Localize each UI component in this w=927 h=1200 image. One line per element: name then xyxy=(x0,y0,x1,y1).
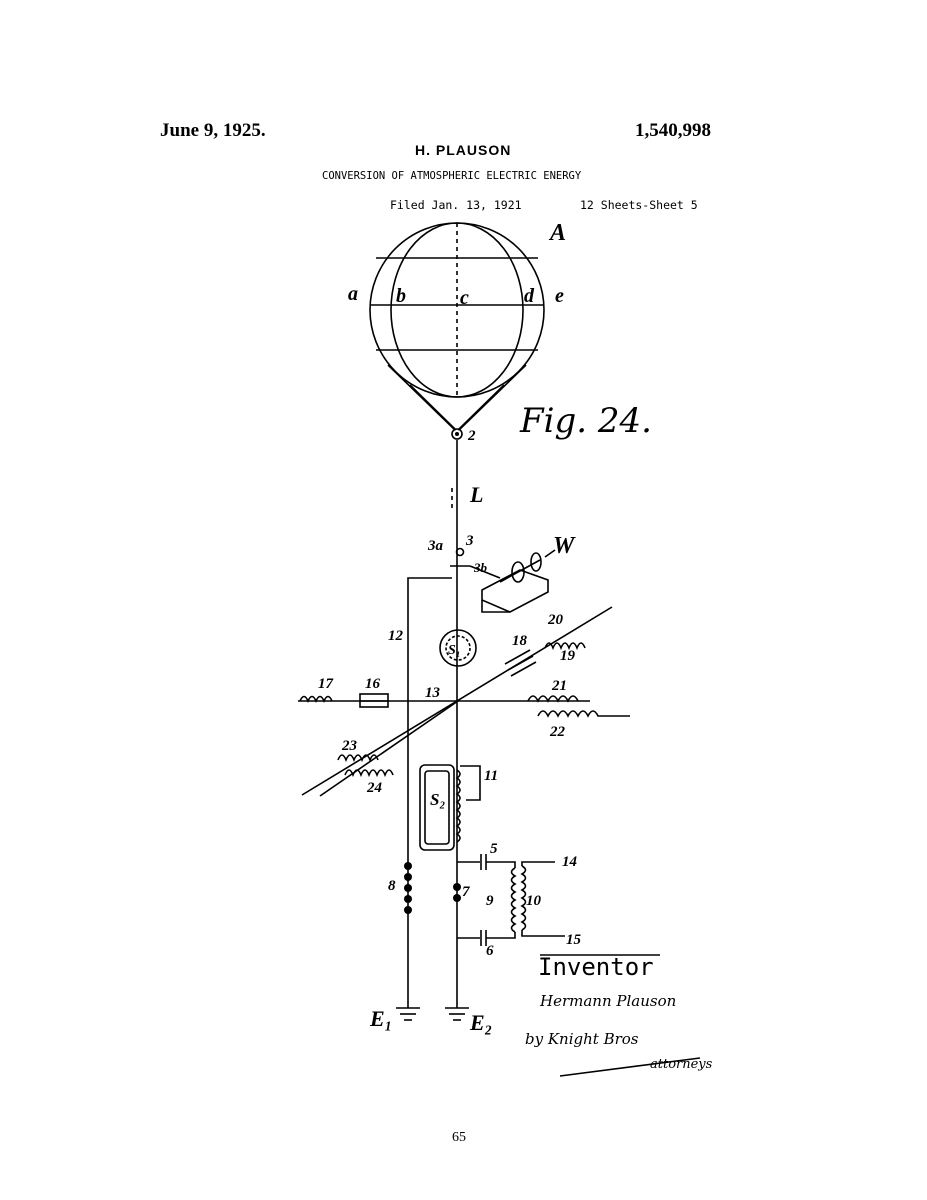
patent-date: June 9, 1925. xyxy=(160,120,266,141)
label-S2: S₂ xyxy=(430,790,446,809)
label-24: 24 xyxy=(367,780,382,796)
label-5: 5 xyxy=(490,841,498,857)
coil-S2 xyxy=(420,765,480,850)
label-20: 20 xyxy=(548,612,563,628)
label-14: 14 xyxy=(562,854,577,870)
signature-role: attorneys xyxy=(650,1057,713,1072)
label-12: 12 xyxy=(388,628,403,644)
coil-22 xyxy=(538,711,630,716)
coil-24 xyxy=(345,770,393,775)
label-e: e xyxy=(555,285,564,307)
signature-heading: Inventor xyxy=(538,953,654,981)
label-23: 23 xyxy=(342,738,357,754)
ground-E2 xyxy=(445,1008,469,1020)
signature-by-line: by Knight Bros xyxy=(525,1030,639,1048)
label-A: A xyxy=(550,220,567,246)
label-22: 22 xyxy=(550,724,565,740)
label-11: 11 xyxy=(484,768,499,784)
label-c: c xyxy=(460,287,469,309)
label-W: W xyxy=(553,533,575,559)
label-E2: E₂ xyxy=(470,1010,493,1035)
label-3: 3 xyxy=(466,533,474,549)
label-17: 17 xyxy=(318,676,333,692)
label-10: 10 xyxy=(526,893,541,909)
label-13: 13 xyxy=(425,685,440,701)
balloon xyxy=(370,223,544,439)
patent-number: 1,540,998 xyxy=(635,120,711,141)
sheet-info: 12 Sheets-Sheet 5 xyxy=(580,198,698,212)
resistor-8 xyxy=(404,862,412,914)
label-19: 19 xyxy=(560,648,575,664)
page-number: 65 xyxy=(452,1130,466,1145)
label-d: d xyxy=(524,285,534,307)
figure-caption: Fig. 24. xyxy=(520,401,652,441)
label-3b: 3b xyxy=(474,560,487,575)
label-3a: 3a xyxy=(428,538,443,554)
label-L: L xyxy=(470,482,484,507)
patent-title: CONVERSION OF ATMOSPHERIC ELECTRIC ENERGY xyxy=(322,170,582,182)
label-a: a xyxy=(348,283,358,305)
label-S1: S₁ xyxy=(448,643,461,658)
winch-W xyxy=(450,549,555,613)
ground-E1 xyxy=(396,1008,420,1020)
signature-inventor: Hermann Plauson xyxy=(540,992,677,1010)
label-2: 2 xyxy=(468,428,476,444)
label-b: b xyxy=(396,285,406,307)
label-8: 8 xyxy=(388,878,396,894)
label-6: 6 xyxy=(486,943,494,959)
label-9: 9 xyxy=(486,893,494,909)
label-7: 7 xyxy=(462,884,470,900)
spark-gap-18 xyxy=(505,650,536,676)
inventor-name: H. PLAUSON xyxy=(415,142,512,158)
label-18: 18 xyxy=(512,633,527,649)
transformer-9-10 xyxy=(457,854,565,946)
diagonal-wire-lower xyxy=(320,701,458,796)
label-E1: E₁ xyxy=(370,1006,393,1031)
filed-date: Filed Jan. 13, 1921 xyxy=(390,198,522,212)
label-15: 15 xyxy=(566,932,581,948)
label-16: 16 xyxy=(365,676,380,692)
label-21: 21 xyxy=(552,678,567,694)
